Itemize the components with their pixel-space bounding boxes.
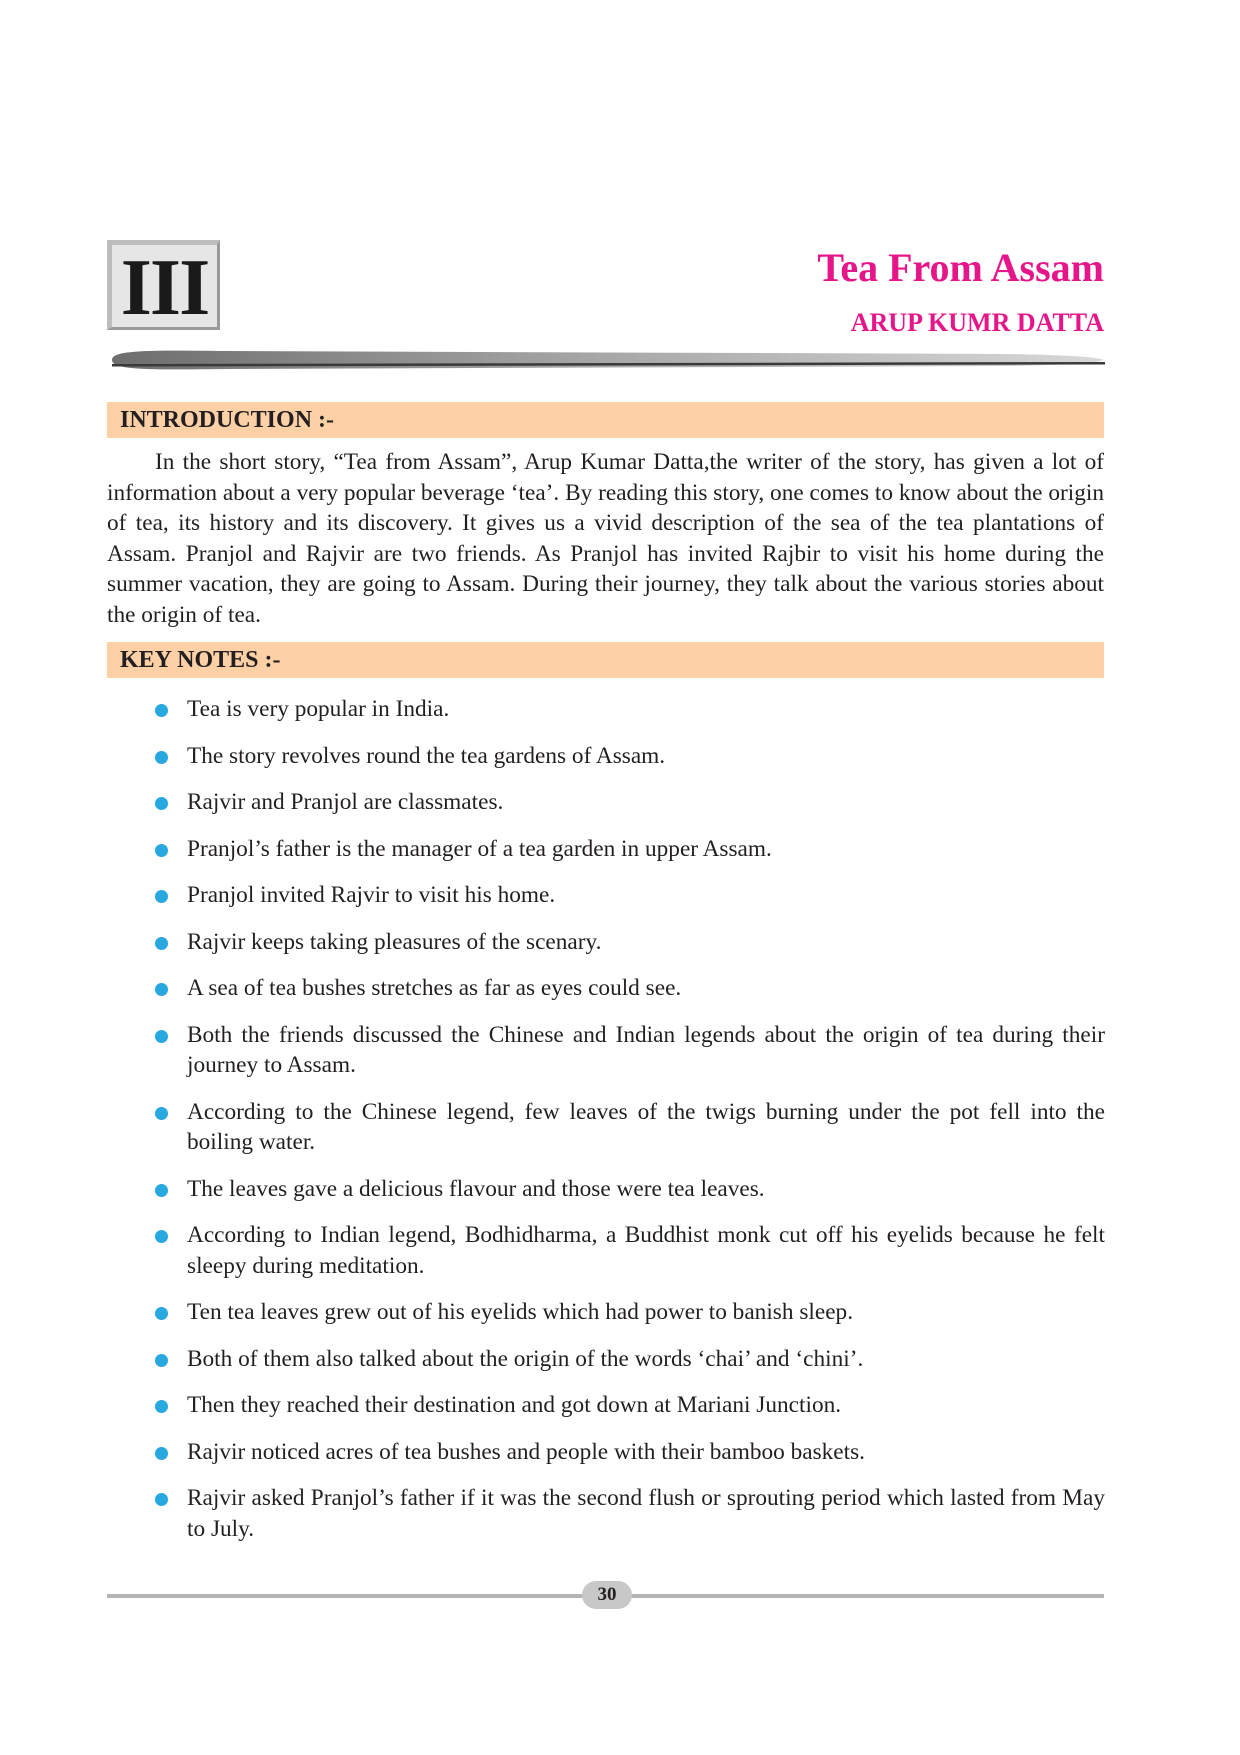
key-note-item [155, 1437, 1105, 1468]
bullet-dot-icon [155, 937, 168, 950]
key-note-text: Ten tea leaves grew out of his eyelids which had power to banish sleep. [187, 1299, 854, 1325]
bullet-dot-icon [155, 890, 168, 903]
key-note-item [155, 741, 1105, 772]
bullet-dot-icon [155, 1400, 168, 1413]
chapter-author: ARUP KUMR DATTA [850, 308, 1104, 337]
key-note-text: Pranjol’s father is the manager of a tea garden in upper Assam. [187, 835, 772, 862]
key-note-text: Both the friends discussed the Chinese and Indian legends about the origin of tea during their journey to Assam. [187, 1021, 1105, 1078]
bullet-dot-icon [155, 751, 168, 764]
chapter-title: Tea From Assam [817, 245, 1104, 290]
key-note-text: Then they reached their destination and got down at Mariani Junction. [187, 1392, 842, 1418]
key-note-text: Rajvir keeps taking pleasures of the scenary. [187, 928, 602, 955]
header-divider [107, 348, 1107, 372]
key-note-text: The leaves gave a delicious flavour and those were tea leaves. [187, 1175, 765, 1202]
key-note-text: A sea of tea bushes stretches as far as eyes could see. [187, 975, 682, 1001]
key-notes-list [155, 694, 1105, 1560]
key-note-text: Rajvir asked Pranjol’s father if it was the second flush or sprouting period which lasted from May to July. [187, 1485, 1105, 1542]
key-note-item [155, 927, 1105, 958]
chapter-numeral: III [120, 244, 209, 332]
key-note-item [155, 973, 1105, 1004]
key-note-item [155, 1344, 1105, 1375]
introduction-text: In the short story, “Tea from Assam”, Arup Kumar Datta,the writer of the story, has given a lot of information about a very popular beverage ‘tea’. By reading this story, one comes to know about the origin of tea, its history and its discovery. It gives us a vivid description of the sea of the tea plantations of Assam. Pranjol and Rajvir are two friends. As Pranjol has invited Rajbir to visit his home during the summer vacation, they are going to Assam. During their journey, they talk about the various stories about the origin of tea. [107, 449, 1104, 628]
bullet-dot-icon [155, 1030, 168, 1043]
key-note-text: Both of them also talked about the origin of the words ‘chai’ and ‘chini’. [187, 1345, 864, 1372]
bullet-dot-icon [155, 1107, 168, 1120]
page-number: 30 [582, 1581, 632, 1609]
key-note-item [155, 1483, 1105, 1544]
bullet-dot-icon [155, 1354, 168, 1367]
bullet-dot-icon [155, 844, 168, 857]
bullet-dot-icon [155, 1493, 168, 1506]
key-note-item [155, 834, 1105, 865]
bullet-dot-icon [155, 1230, 168, 1243]
key-note-item [155, 787, 1105, 818]
key-note-text: The story revolves round the tea gardens of Assam. [187, 742, 666, 769]
bullet-dot-icon [155, 1307, 168, 1320]
key-note-item [155, 1174, 1105, 1205]
key-note-item [155, 1097, 1105, 1158]
key-note-item [155, 1020, 1105, 1081]
key-note-item [155, 1390, 1105, 1421]
key-note-text: Tea is very popular in India. [187, 696, 450, 722]
key-note-text: Rajvir noticed acres of tea bushes and people with their bamboo baskets. [187, 1438, 865, 1465]
key-note-item [155, 1297, 1105, 1328]
bullet-dot-icon [155, 1447, 168, 1460]
key-note-item [155, 880, 1105, 911]
key-note-text: Pranjol invited Rajvir to visit his home. [187, 882, 556, 908]
key-notes-heading: KEY NOTES :- [107, 642, 1104, 678]
chapter-number-badge [107, 240, 220, 330]
key-note-item [155, 1220, 1105, 1281]
bullet-dot-icon [155, 1184, 168, 1197]
key-note-item [155, 694, 1105, 725]
bullet-dot-icon [155, 704, 168, 717]
key-note-text: According to the Chinese legend, few leaves of the twigs burning under the pot fell into the boiling water. [187, 1098, 1105, 1155]
key-note-text: According to Indian legend, Bodhidharma, a Buddhist monk cut off his eyelids because he felt sleepy during meditation. [187, 1222, 1105, 1279]
introduction-heading: INTRODUCTION :- [107, 402, 1104, 438]
bullet-dot-icon [155, 983, 168, 996]
key-note-text: Rajvir and Pranjol are classmates. [187, 789, 504, 815]
bullet-dot-icon [155, 797, 168, 810]
